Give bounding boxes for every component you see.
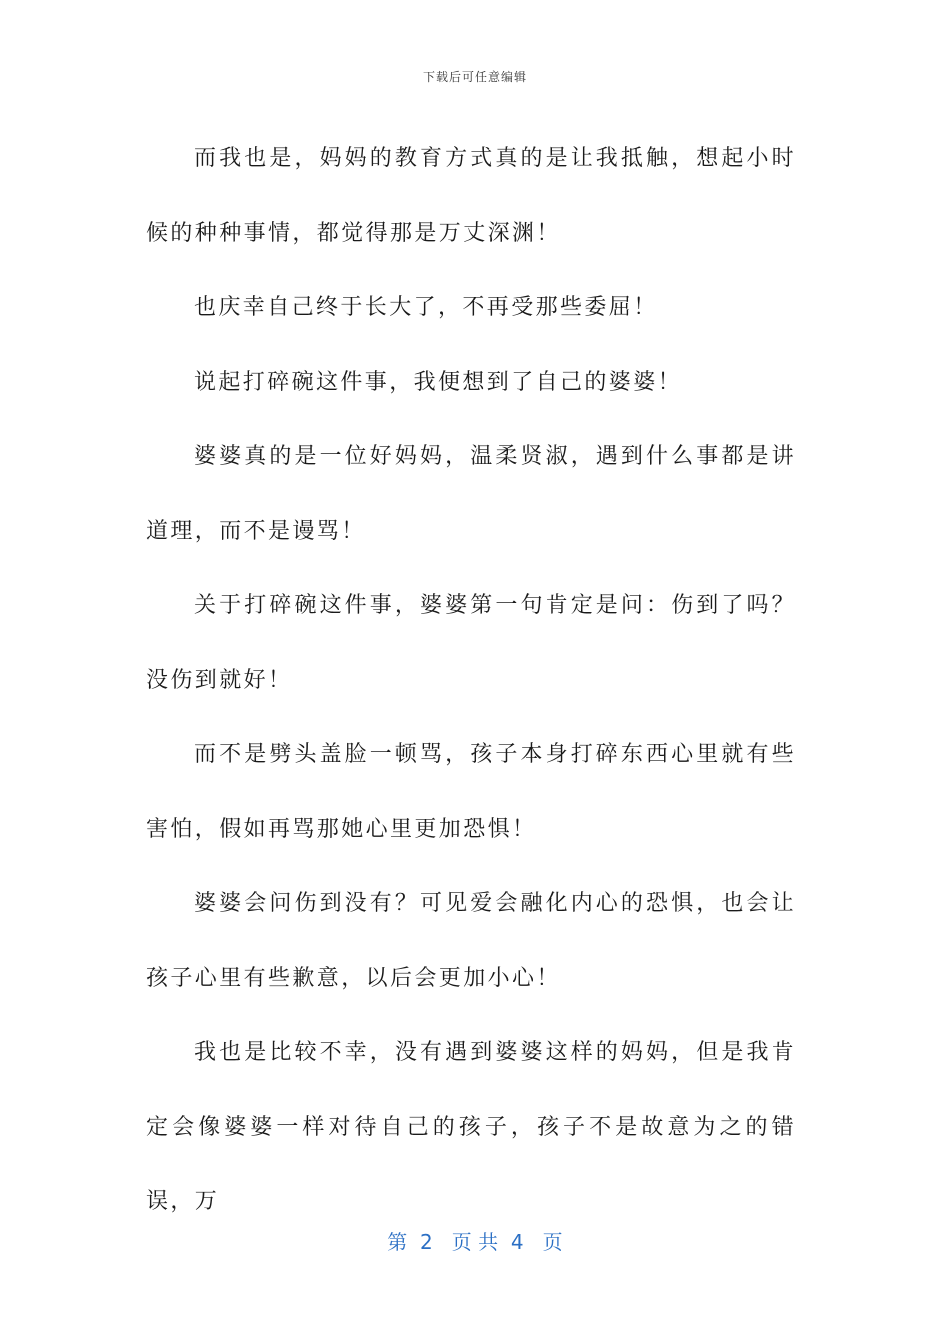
document-body	[146, 122, 796, 1240]
header-note: 下载后可任意编辑	[422, 70, 527, 84]
paragraph: 而不是劈头盖脸一顿骂，孩子本身打碎东西心里就有些害怕，假如再骂那她心里更加恐惧！	[146, 742, 796, 842]
paragraph: 婆婆真的是一位好妈妈，温柔贤淑，遇到什么事都是讲道理，而不是谩骂！	[146, 444, 796, 544]
paragraph: 关于打碎碗这件事，婆婆第一句肯定是问：伤到了吗？没伤到就好！	[146, 593, 796, 693]
paragraph: 说起打碎碗这件事，我便想到了自己的婆婆！	[194, 369, 683, 395]
paragraph: 而我也是，妈妈的教育方式真的是让我抵触，想起小时候的种种事情，都觉得那是万丈深渊！	[146, 146, 796, 246]
page-number: 第 2 页 共 4 页	[387, 1230, 563, 1254]
paragraph: 婆婆会问伤到没有？可见爱会融化内心的恐惧，也会让孩子心里有些歉意，以后会更加小心！	[146, 891, 796, 991]
paragraph: 我也是比较不幸，没有遇到婆婆这样的妈妈，但是我肯定会像婆婆一样对待自己的孩子，孩子不是故意为之的错误，万	[146, 1040, 796, 1214]
paragraph: 也庆幸自己终于长大了，不再受那些委屈！	[194, 295, 658, 320]
